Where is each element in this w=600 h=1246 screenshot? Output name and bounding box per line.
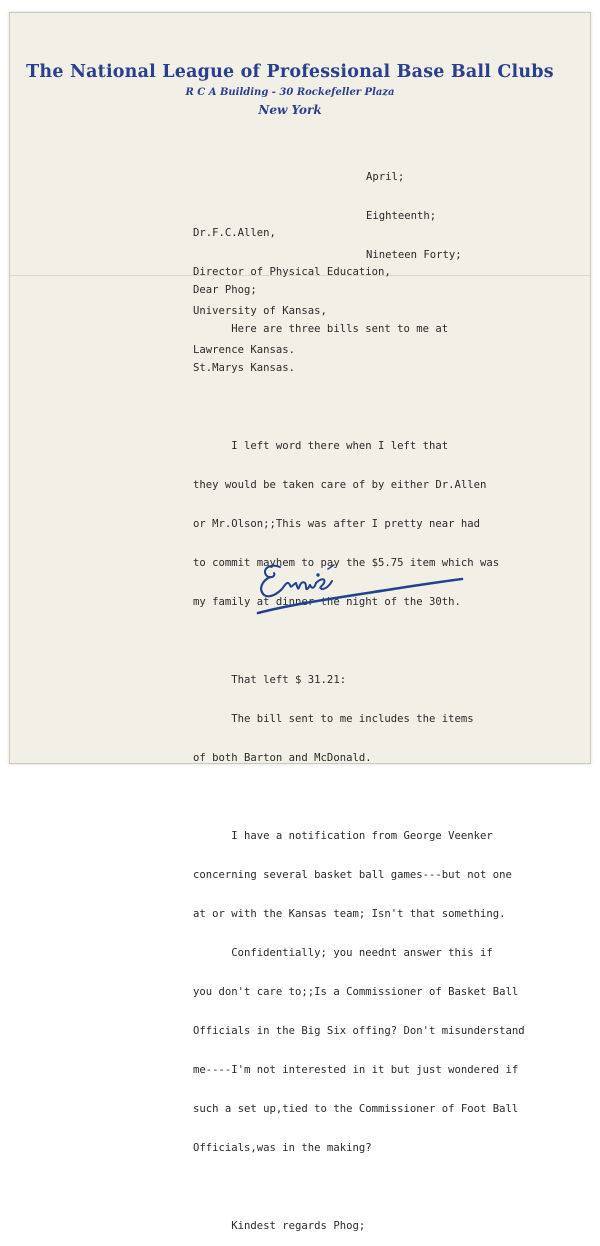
letterhead-city: New York — [258, 103, 322, 117]
body-line: That left $ 31.21: — [193, 674, 347, 686]
body-line: The bill sent to me includes the items — [193, 713, 474, 725]
body-line — [193, 401, 525, 414]
body-line: at or with the Kansas team; Isn't that something. — [193, 908, 506, 920]
body-line — [193, 635, 525, 648]
recipient-line: Director of Physical Education, — [193, 266, 391, 278]
body-line: I have a notification from George Veenker — [193, 830, 493, 842]
body-line: to commit mayhem to pay the $5.75 item which was — [193, 557, 500, 569]
body-line: Confidentially; you neednt answer this if — [193, 947, 493, 959]
body-line: me----I'm not interested in it but just wondered if — [193, 1064, 519, 1076]
body-line: you don't care to;;Is a Commissioner of Basket Ball — [193, 986, 519, 998]
letter-body — [193, 258, 525, 1246]
date-line: Nineteen Forty; — [366, 249, 462, 261]
body-line — [193, 1181, 525, 1194]
body-line: or Mr.Olson;;This was after I pretty near had — [193, 518, 481, 530]
body-line: they would be taken care of by either Dr.Allen — [193, 479, 487, 491]
body-line: Officials in the Big Six offing? Don't misunderstand — [193, 1025, 525, 1037]
salutation: Dear Phog; — [193, 284, 257, 296]
body-line: I left word there when I left that — [193, 440, 449, 452]
date-line: Eighteenth; — [366, 210, 437, 222]
body-line: of both Barton and McDonald. — [193, 752, 372, 764]
letterhead-address: R C A Building - 30 Rockefeller Plaza — [185, 87, 395, 98]
recipient-line: Lawrence Kansas. — [193, 344, 296, 356]
body-line: such a set up,tied to the Commissioner of Foot Ball — [193, 1103, 519, 1115]
body-line — [193, 791, 525, 804]
recipient-line: Dr.F.C.Allen, — [193, 227, 276, 239]
body-line: St.Marys Kansas. — [193, 362, 296, 374]
closing: Kindest regards Phog; — [193, 1220, 366, 1232]
body-line: my family at dinner the night of the 30th. — [193, 596, 461, 608]
date-line: April; — [366, 171, 405, 183]
handwritten-signature — [236, 555, 476, 625]
body-line: Here are three bills sent to me at — [193, 323, 449, 335]
letterhead-title: The National League of Professional Base Ball Clubs — [26, 62, 554, 82]
recipient-line: University of Kansas, — [193, 305, 327, 317]
body-line: Officials,was in the making? — [193, 1142, 372, 1154]
body-line: concerning several basket ball games---but not one — [193, 869, 512, 881]
